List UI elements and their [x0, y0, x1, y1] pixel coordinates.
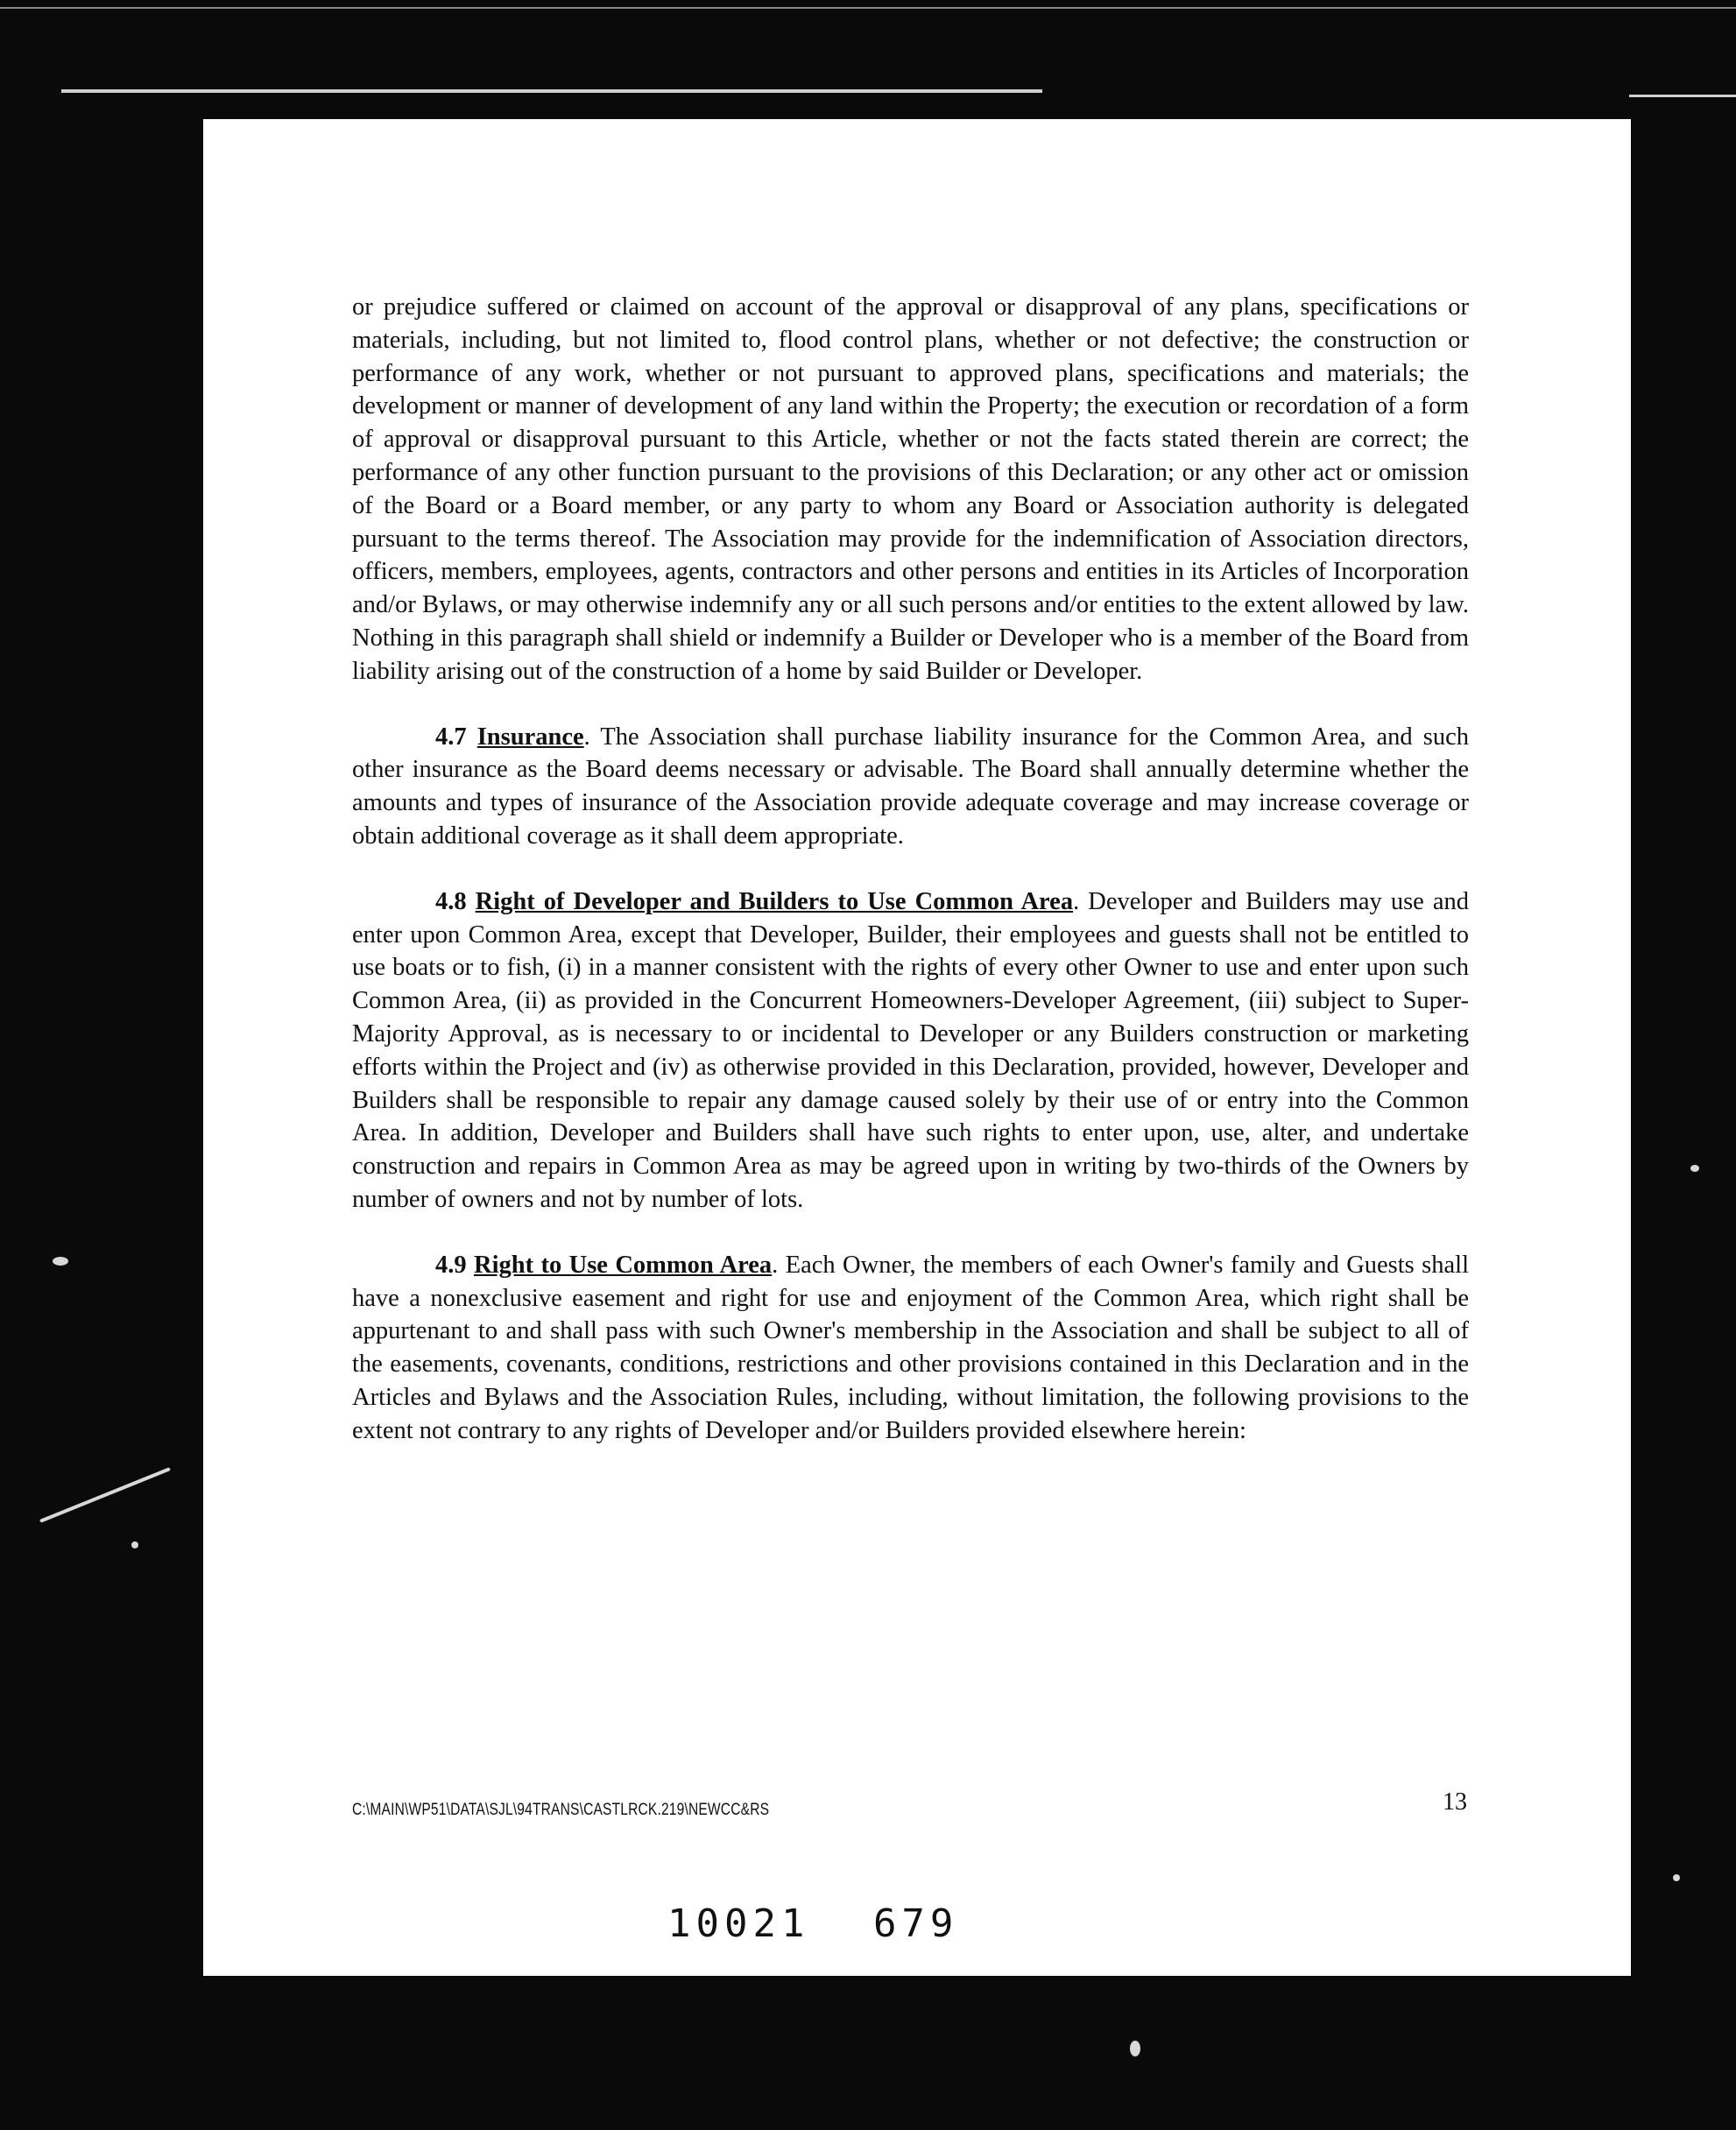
section-text: Developer and Builders may use and enter upon Common Area, except that Developer, Builder, their employees and guests shall not be entitled to use boats or to fish, (i) in a manner consistent with the rights of every other Owner to use and enter upon such Common Area, (ii) as provided in the Concurrent Homeowners-Developer Agreement, (iii) subject to Super-Majority Approval, as is necessary to or incidental to Developer or any Builders construction or marketing efforts within the Project and (iv) as otherwise provided in this Declaration, provided, however, Developer and Builders shall be responsible to repair any damage caused solely by their use of or entry into the Common Area. In addition, Developer and Builders shall have such rights to enter upon, use, alter, and undertake construction and repairs in Common Area as may be agreed upon in writing by two-thirds of the Owners by number of owners and not by number of lots.	[352, 887, 1470, 1213]
section-title: Right to Use Common Area	[474, 1251, 773, 1279]
scan-artifact-line	[0, 7, 1736, 9]
section-title: Right of Developer and Builders to Use Common Area	[475, 887, 1074, 915]
scan-speck	[39, 1467, 171, 1523]
section-number: 4.9	[435, 1251, 467, 1279]
paragraph-text: or prejudice suffered or claimed on account of the approval or disapproval of any plans, specifications or materials, including, but not limited to, flood control plans, whether or not defective; the construction or performance of any work, whether or not pursuant to approved plans, specifications and materials; the development or manner of development of any land within the Property; the execution or recordation of a form of approval or disapproval pursuant to this Article, whether or not the facts stated therein are correct; the performance of any other function pursuant to the provisions of this Declaration; or any other act or omission of the Board or a Board member, or any party to whom any Board or Association authority is delegated pursuant to the terms thereof. The Association may provide for the indemnification of Association directors, officers, members, employees, agents, contractors and other persons and entities in its Articles of Incorporation and/or Bylaws, or may otherwise indemnify any or all such persons and/or entities to the extent allowed by law. Nothing in this paragraph shall shield or indemnify a Builder or Developer who is a member of the Board from liability arising out of the construction of a home by said Builder or Developer.	[352, 293, 1469, 685]
scan-speck	[131, 1541, 138, 1548]
section-title: Insurance	[476, 723, 584, 751]
document-body	[352, 291, 1469, 1480]
recording-stamp: 10021 679	[667, 1901, 959, 1946]
section-text: Each Owner, the members of each Owner's family and Guests shall have a nonexclusive easement and right for use and enjoyment of the Common Area, which right shall be appurtenant to and shall pass with such Owner's membership in the Association and shall be subject to all of the easements, covenants, conditions, restrictions and other provisions contained in this Declaration and in the Articles and Bylaws and the Association Rules, including, without limitation, the following provisions to the extent not contrary to any rights of Developer and/or Builders provided elsewhere herein:	[352, 1251, 1469, 1444]
page-number: 13	[1443, 1788, 1467, 1816]
scan-speck	[1690, 1165, 1699, 1172]
scan-speck	[53, 1257, 68, 1266]
paragraph-continuation	[352, 291, 1469, 688]
scan-speck	[1130, 2041, 1140, 2056]
footer-file-path: C:\MAIN\WP51\DATA\SJL\94TRANS\CASTLRCK.219\NEWCC&RS	[352, 1801, 770, 1819]
section-4-8: 4.8 Right of Developer and Builders to Use Common Area. Developer and Builders may use and enter upon Common Area, except that Developer, Builder, their employees and guests shall not be entitled to use boats or to fish, (i) in a manner consistent with the rights of every other Owner to use and enter upon such Common Area, (ii) as provided in the Concurrent Homeowners-Developer Agreement, (iii) subject to Super-Majority Approval, as is necessary to or incidental to Developer or any Builders construction or marketing efforts within the Project and (iv) as otherwise provided in this Declaration, provided, however, Developer and Builders shall be responsible to repair any damage caused solely by their use of or entry into the Common Area. In addition, Developer and Builders shall have such rights to enter upon, use, alter, and undertake construction and repairs in Common Area as may be agreed upon in writing by two-thirds of the Owners by number of owners and not by number of lots.	[352, 887, 1470, 1213]
scan-artifact-line	[61, 89, 1042, 93]
section-4-7: 4.7 Insurance. The Association shall purchase liability insurance for the Common Area, and such other insurance as the Board deems necessary or advisable. The Board shall annually determine whether the amounts and types of insurance of the Association provide adequate coverage and may increase coverage or obtain additional coverage as it shall deem appropriate.	[352, 723, 1470, 850]
section-4-9: 4.9 Right to Use Common Area. Each Owner, the members of each Owner's family and Guests shall have a nonexclusive easement and right for use and enjoyment of the Common Area, which right shall be appurtenant to and shall pass with such Owner's membership in the Association and shall be subject to all of the easements, covenants, conditions, restrictions and other provisions contained in this Declaration and in the Articles and Bylaws and the Association Rules, including, without limitation, the following provisions to the extent not contrary to any rights of Developer and/or Builders provided elsewhere herein:	[352, 1251, 1469, 1444]
scan-artifact-line	[1629, 95, 1736, 97]
section-number: 4.7	[435, 723, 467, 751]
section-number: 4.8	[435, 887, 467, 915]
document-page	[203, 119, 1631, 1976]
scan-speck	[1673, 1874, 1680, 1881]
section-text: The Association shall purchase liability insurance for the Common Area, and such other insurance as the Board deems necessary or advisable. The Board shall annually determine whether the amounts and types of insurance of the Association provide adequate coverage and may increase coverage or obtain additional coverage as it shall deem appropriate.	[352, 723, 1470, 850]
